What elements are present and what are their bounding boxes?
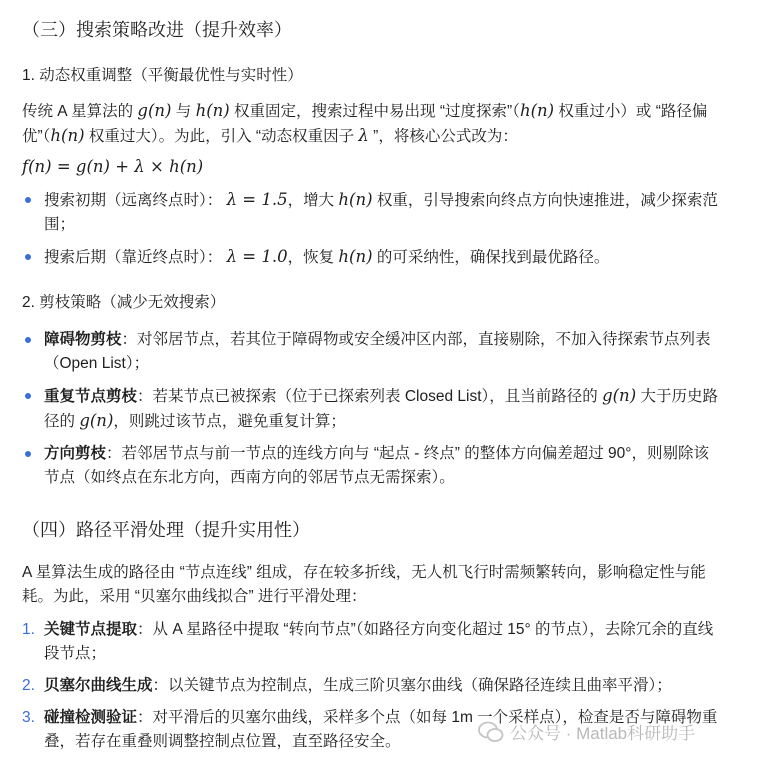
math-inline: g(n) <box>137 101 172 120</box>
math-inline: λ <box>358 126 369 145</box>
paragraph <box>22 561 718 609</box>
list-item <box>22 328 718 376</box>
bold-term: 方向剪枝 <box>44 445 107 462</box>
list-number: 2. <box>22 677 35 694</box>
list-number: 3. <box>22 709 35 726</box>
math-inline: g(n) <box>79 411 114 430</box>
text-run: ，增大 <box>287 192 339 209</box>
math-inline: g(n) <box>602 386 637 405</box>
text-run: （三）搜索策略改进（提升效率） <box>22 20 292 40</box>
bold-term: 障碍物剪枝 <box>44 331 122 348</box>
bullet-list <box>22 328 718 498</box>
text-run: ，恢复 <box>287 249 339 266</box>
bold-term: 关键节点提取 <box>44 621 138 638</box>
math-inline: λ = 1.5 <box>226 190 288 209</box>
bullet-icon <box>25 451 31 457</box>
text-run: 传统 A 星算法的 <box>22 103 138 120</box>
watermark <box>478 719 695 744</box>
list-item <box>22 618 718 666</box>
math-inline: h(n) <box>338 190 373 209</box>
text-run: 搜索初期（远离终点时）： <box>44 192 227 209</box>
list-item <box>22 188 718 237</box>
bullet-icon <box>25 393 31 399</box>
text-run: （四）路径平滑处理（提升实用性） <box>22 520 310 540</box>
math-inline: h(n) <box>50 126 85 145</box>
text-run: 1. 动态权重调整（平衡最优性与实时性） <box>22 67 303 84</box>
paragraph <box>22 155 718 180</box>
text-run: 的可采纳性，确保找到最优路径。 <box>372 249 610 266</box>
list-number: 1. <box>22 621 35 638</box>
text-run: ：若邻居节点与前一节点的连线方向与 “起点 - 终点” 的整体方向偏差超过 90°，则剔除该节点（如终点在东北方向，西南方向的邻居节点无需探索）。 <box>44 445 709 486</box>
subsection-heading <box>22 291 718 315</box>
math-inline: h(n) <box>338 247 373 266</box>
bullet-icon <box>25 197 31 203</box>
text-run: 搜索后期（靠近终点时）： <box>44 249 227 266</box>
math-inline: λ = 1.0 <box>226 247 288 266</box>
text-run: 权重固定，搜索过程中易出现 “过度探索”（ <box>229 103 520 120</box>
math-inline: f(n) = g(n) + λ × h(n) <box>22 157 204 176</box>
text-run: ”，将核心公式改为： <box>368 128 518 145</box>
list-item <box>22 245 718 270</box>
text-run: ：若某节点已被探索（位于已探索列表 Closed List），且当前路径的 <box>137 388 603 405</box>
text-run: ：对邻居节点，若其位于障碍物或安全缓冲区内部，直接剔除，不加入待探索节点列表（Open List）； <box>44 331 711 372</box>
bold-term: 贝塞尔曲线生成 <box>44 677 153 694</box>
text-run: ：对平滑后的贝塞尔曲线，采样多个点（如每 1m 一个采样点），检查是否与障碍物重叠，若存在重叠则调整控制点位置，直至路径安全。 <box>44 709 718 750</box>
math-inline: h(n) <box>195 101 230 120</box>
text-run: 大于历史路径的 <box>44 388 718 430</box>
text-run: ，则跳过该节点，避免重复计算； <box>113 413 346 430</box>
math-inline: h(n) <box>519 101 555 120</box>
list-item <box>22 442 718 490</box>
watermark-text: 公众号 · Matlab科研助手 <box>510 724 696 743</box>
text-run: 与 <box>171 103 196 120</box>
section-heading <box>22 16 718 44</box>
paragraph <box>22 99 718 149</box>
text-run: 权重过大）。为此，引入 “动态权重因子 <box>84 128 359 145</box>
bold-term: 重复节点剪枝 <box>44 388 138 405</box>
bullet-list <box>22 188 718 278</box>
text-run: 2. 剪枝策略（减少无效搜索） <box>22 294 226 311</box>
text-run: 权重，引导搜索向终点方向快速推进，减少探索范围； <box>44 192 718 233</box>
subsection-heading <box>22 64 718 88</box>
section-heading <box>22 516 718 544</box>
text-run: A 星算法生成的路径由 “节点连线” 组成，存在较多折线，无人机飞行时需频繁转向，影响稳定性与能耗。为此，采用 “贝塞尔曲线拟合” 进行平滑处理： <box>22 564 706 605</box>
wechat-icon <box>478 721 504 743</box>
list-item <box>22 384 718 434</box>
text-run: ：从 A 星路径中提取 “转向节点”（如路径方向变化超过 15° 的节点），去除冗余的直线段节点； <box>44 621 714 662</box>
text-run: ：以关键节点为控制点，生成三阶贝塞尔曲线（确保路径连续且曲率平滑）； <box>152 677 672 694</box>
list-item <box>22 674 718 698</box>
bullet-icon <box>25 254 31 260</box>
text-run: 权重过小）或 “路径偏优”（ <box>22 103 708 145</box>
bullet-icon <box>25 337 31 343</box>
bold-term: 碰撞检测验证 <box>44 709 138 726</box>
